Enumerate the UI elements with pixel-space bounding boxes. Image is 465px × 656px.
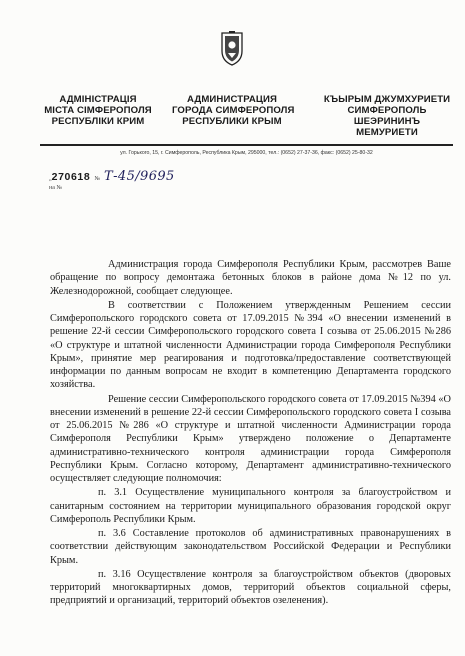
org-uk-line: МІСТА СІМФЕРОПОЛЯ [44, 105, 152, 116]
paragraph: п. 3.1 Осуществление муниципального контроля за благоустройством и санитарным состоянием на территории муниципального образования городской округ Симферополь Республики Крым. [50, 487, 451, 525]
coat-of-arms-icon [218, 31, 246, 67]
org-uk-line: РЕСПУБЛІКИ КРИМ [51, 116, 145, 127]
registration-line [49, 167, 175, 183]
org-uk-line: АДМІНІСТРАЦІЯ [59, 94, 137, 105]
paragraph: п. 3.6 Составление протоколов об административных правонарушениях в соответствии действующим законодательством Российской Федерации и Республики Крым. [50, 528, 451, 566]
org-ru-line: АДМИНИСТРАЦИЯ [187, 94, 277, 105]
org-crh-line: МЕМУРИЕТИ [356, 127, 418, 138]
address-line: ул. Горького, 15, г. Симферополь, Республика Крым, 295000, тел.: (0652) 27-37-36, факс: (0652) 25-80-32 [120, 150, 373, 156]
org-crh-line: СИМФЕРОПОЛЬ [347, 105, 427, 116]
org-name-ukrainian [38, 94, 158, 127]
paragraph: Администрация города Симферополя Республики Крым, рассмотрев Ваше обращение по вопросу демонтажа бетонных блоков в районе дома №12 по ул. Железнодорожной, сообщает следующее. [50, 259, 451, 297]
org-name-crimean-tatar [323, 94, 451, 138]
registration-prefix: „ [49, 176, 52, 182]
letter-body [50, 258, 451, 608]
org-ru-line: РЕСПУБЛИКИ КРЫМ [182, 116, 282, 127]
number-label: № [94, 176, 101, 182]
paragraph: Решение сессии Симферопольского городского совета от 17.09.2015 №394 «О внесении изменений в решение 22-й сессии Симферопольского городского совета I созыва от 25.06.2015 №286 «О структуре и штатной численности Администрации города Симферополя Республики Крым» утверждено положение о Департаменте административно-технического контроля администрации города Симферополя Республики Крым. Согласно которому, Департамент административно-технического осуществляет следующие полномочия: [50, 393, 451, 484]
handwritten-reference: Т-45/9695 [104, 169, 175, 184]
header-divider [40, 144, 453, 146]
org-crh-line: КЪЫРЫМ ДЖУМХУРИЕТИ [323, 94, 451, 105]
paragraph: п. 3.16 Осуществление контроля за благоустройством объектов (дворовых территорий многоквартирных домов, территорий объектов социальной сферы, предприятий и организаций, территорий объектов озеленения). [50, 568, 451, 607]
paragraph: В соответствии с Положением утвержденным Решением сессии Симферопольского городского совета от 17.09.2015 №394 «О внесении изменений в решение 22-й сессии Симферопольского городского совета I созыва от 25.06.2015 №286 «О структуре и штатной численности Администрации города Симферополя Республики Крым», принятие мер реагирования и подготовка/предоставление соответствующей информации по данным вопросам не входит в компетенцию Департамента городского хозяйства. [50, 299, 451, 391]
org-ru-line: ГОРОДА СИМФЕРОПОЛЯ [172, 105, 295, 116]
registration-number: 270618 [51, 171, 91, 183]
reply-to-label: на № [49, 185, 63, 191]
org-crh-line: ШЕЭРИНИНЪ [353, 116, 421, 127]
org-name-russian [172, 94, 295, 127]
